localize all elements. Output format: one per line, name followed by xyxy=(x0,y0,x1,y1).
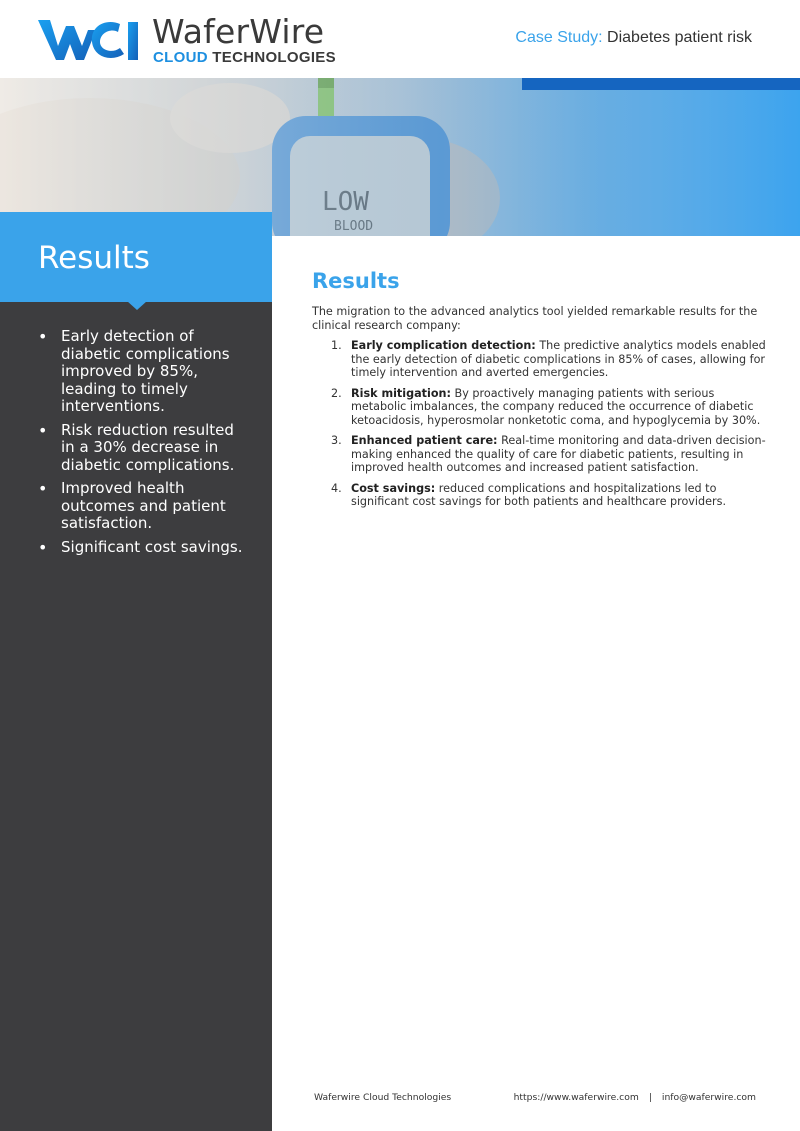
detail-item xyxy=(331,387,771,428)
detail-text: Real-time monitoring and data-driven decision-making enhanced the quality of care for diabetic patients, resulting in improved health outcomes and increased patient satisfaction. xyxy=(351,434,766,474)
case-study-label: Case Study: xyxy=(515,29,603,46)
page-footer xyxy=(314,1092,770,1106)
summary-item: • Risk reduction resulted in a 30% decrease in diabetic complications. xyxy=(38,422,248,475)
detail-number: 4. xyxy=(331,481,342,495)
results-summary-list xyxy=(38,328,248,562)
detail-term: Enhanced patient care: xyxy=(351,434,498,447)
detail-number: 1. xyxy=(331,339,342,352)
footer-email-link[interactable]: info@waferwire.com xyxy=(661,1092,756,1103)
brand-subtitle xyxy=(153,49,336,66)
brand-sub-cloud: CLOUD xyxy=(153,49,208,66)
brand-sub-technologies: TECHNOLOGIES xyxy=(212,49,336,66)
detail-text: The predictive analytics models enabled the early detection of diabetic complications in 85% of cases, allowing for timely intervention and averted emergencies. xyxy=(351,339,766,379)
footer-company: Waferwire Cloud Technologies xyxy=(314,1092,452,1103)
wct-logo-mark-icon xyxy=(36,16,146,64)
results-banner xyxy=(0,212,272,302)
footer-website-link[interactable]: https://www.waferwire.com xyxy=(513,1092,639,1103)
summary-item: • Early detection of diabetic complications improved by 85%, leading to timely interventions. xyxy=(38,328,248,416)
detail-text: reduced complications and hospitalizations led to significant cost savings for both patients and healthcare providers. xyxy=(351,481,727,508)
detail-number: 3. xyxy=(331,434,342,447)
detail-item xyxy=(331,482,771,509)
brand-name: WaferWire xyxy=(152,12,325,51)
hero-accent-bar xyxy=(522,78,800,90)
detail-term: Risk mitigation: xyxy=(351,386,451,400)
detail-text: By proactively managing patients with serious metabolic imbalances, the company reduced the occurrence of diabetic ketoacidosis, hyperosmolar nonketotic coma, and hypoglycemia by 30%. xyxy=(351,386,761,427)
footer-contact xyxy=(514,1092,756,1103)
waferwire-logo[interactable] xyxy=(36,12,336,68)
results-pointer-icon xyxy=(127,301,147,310)
case-study-value: Diabetes patient risk xyxy=(607,29,752,46)
footer-separator: | xyxy=(648,1092,652,1103)
case-study-title xyxy=(515,29,752,47)
results-banner-title: Results xyxy=(38,240,150,276)
detail-item xyxy=(331,339,771,380)
detail-item xyxy=(331,434,771,475)
page-header xyxy=(0,0,800,78)
intro-paragraph: The migration to the advanced analytics tool yielded remarkable results for the clinical research company: xyxy=(312,305,758,332)
detail-term: Early complication detection: xyxy=(351,339,536,352)
results-detail-list xyxy=(331,339,771,516)
summary-item: • Significant cost savings. xyxy=(38,539,248,557)
detail-number: 2. xyxy=(331,386,342,400)
detail-term: Cost savings: xyxy=(351,481,436,495)
summary-item: • Improved health outcomes and patient satisfaction. xyxy=(38,480,248,533)
section-heading: Results xyxy=(312,269,400,293)
